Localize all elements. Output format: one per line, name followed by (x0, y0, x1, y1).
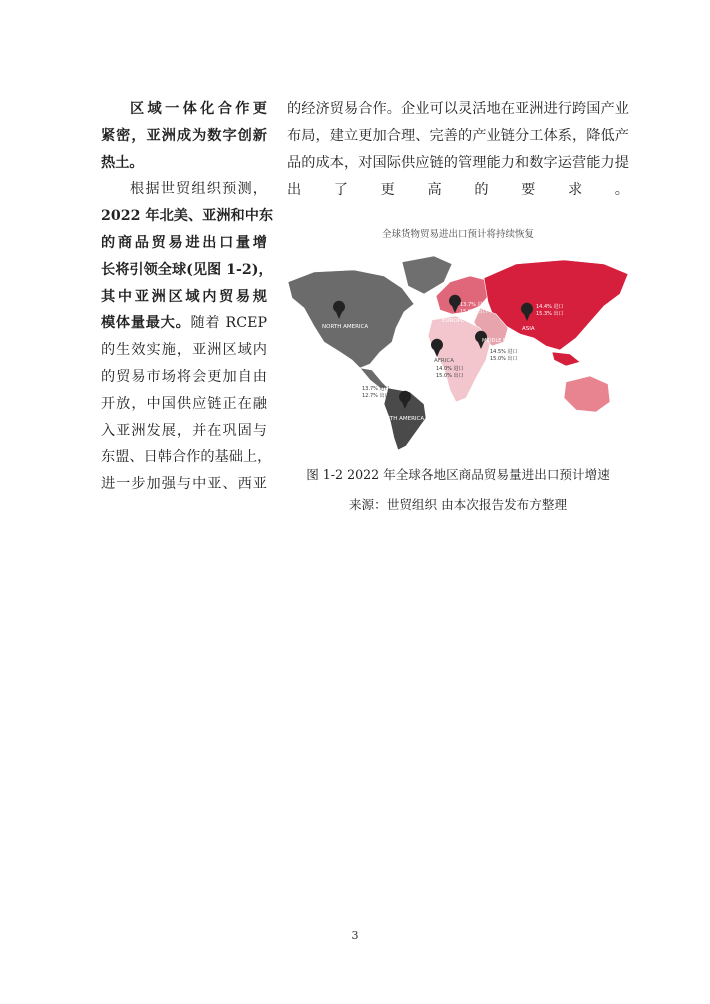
stat-europe-import: 13.7% 进口 (460, 302, 488, 308)
label-africa: AFRICA (434, 358, 454, 364)
body-line: 的经济贸易合作。企业可以灵活地在亚洲进行跨国产业 (287, 101, 629, 117)
label-south-america: SOUTH AMERICA (378, 416, 425, 422)
bold-span: 模体量最大。 (101, 315, 191, 332)
body-line: 东盟、日韩合作的基础上， (101, 449, 272, 466)
stat-south-america-export: 12.7% 出口 (362, 393, 390, 399)
world-map (284, 242, 632, 452)
heading-line: 热土。 (101, 154, 144, 171)
oceania-region (564, 376, 610, 412)
figure-caption: 图 1-2 2022 年全球各地区商品贸易量进出口预计增速 (306, 467, 610, 482)
heading-line: 区域一体化合作更 (130, 101, 267, 117)
stat-asia-export: 15.3% 出口 (536, 311, 564, 317)
body-line: 进一步加强与中亚、西亚 (101, 476, 267, 493)
stat-asia-import: 14.4% 进口 (536, 304, 564, 310)
right-paragraph (287, 96, 629, 204)
body-line: 其中亚洲区域内贸易规 (101, 288, 267, 305)
body-line: 的贸易市场将会更加自由 (101, 368, 267, 385)
stat-middle-east-export: 15.0% 出口 (490, 356, 518, 362)
left-column (101, 96, 274, 498)
label-europe: EUROPE (442, 318, 465, 324)
body-line: 根据世贸组织预测， (130, 181, 267, 198)
section-heading (101, 96, 267, 176)
body-line: 长将引领全球(见图 1-2)， (101, 261, 273, 278)
stat-africa-import: 14.0% 进口 (436, 366, 464, 372)
north-america-region (288, 270, 414, 368)
label-asia: ASIA (522, 326, 535, 332)
heading-line: 紧密，亚洲成为数字创新 (101, 127, 267, 144)
body-line-mixed (101, 310, 267, 337)
body-line: 布局，建立更加合理、完善的产业链分工体系，降低产 (287, 128, 629, 144)
body-line: 2022 年北美、亚洲和中东 (101, 208, 274, 225)
trade-map-figure (284, 226, 632, 452)
body-line: 的生效实施，亚洲区域内 (101, 342, 267, 359)
body-line: 的商品贸易进出口量增 (101, 234, 267, 251)
body-line: 出了更高的要求。 (287, 182, 629, 198)
central-america-region (360, 368, 388, 388)
page-number: 3 (351, 929, 359, 942)
label-middle-east: MIDDLE EAST (482, 338, 516, 344)
body-line: 品的成本，对国际供应链的管理能力和数字运营能力提 (287, 155, 629, 171)
normal-span: 随着 RCEP (190, 315, 267, 332)
stat-europe-export: 15.9% 出口 (460, 309, 488, 315)
body-line: 开放，中国供应链正在融 (101, 395, 267, 412)
right-column (287, 96, 629, 204)
body-line: 入亚洲发展，并在巩固与 (101, 422, 267, 439)
label-north-america: NORTH AMERICA (322, 324, 369, 330)
body-paragraph (101, 176, 274, 498)
map-title: 全球货物贸易进出口预计将持续恢复 (381, 229, 534, 240)
se-asia-islands (552, 352, 580, 366)
stat-middle-east-import: 14.5% 进口 (490, 349, 518, 355)
figure-source: 来源：世贸组织 由本次报告发布方整理 (348, 497, 568, 512)
stat-africa-export: 15.0% 出口 (436, 373, 464, 379)
stat-south-america-import: 13.7% 进口 (362, 386, 390, 392)
